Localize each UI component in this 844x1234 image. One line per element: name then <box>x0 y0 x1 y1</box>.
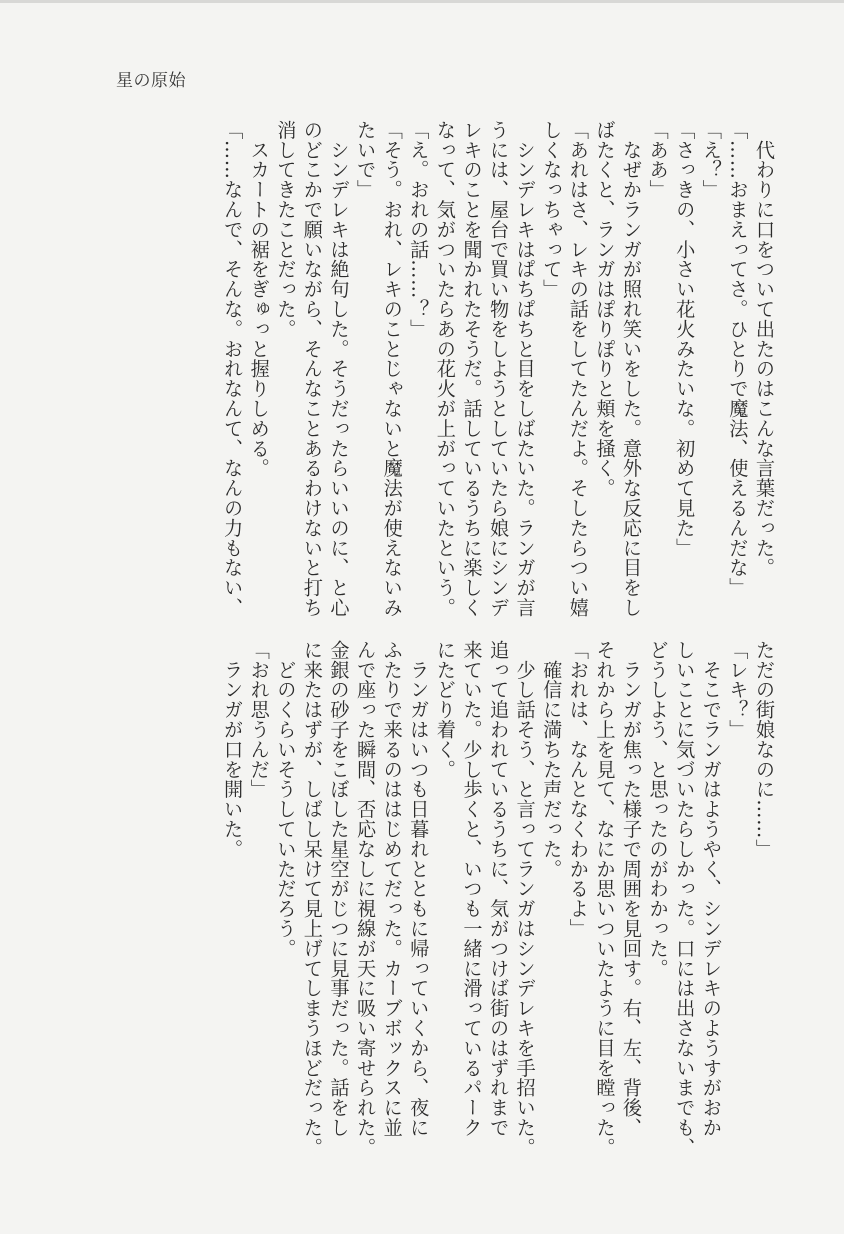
text-line: に来たはずが、しばし呆けて見上げてしまうほどだった。 <box>300 640 324 1158</box>
running-head: 星の原始 <box>116 71 186 91</box>
text-line: 「……なんで、そんな。おれなんて、なんの力もない、 <box>221 120 245 618</box>
text-line: そこでランガはようやく、シンデレキのようすがおか <box>699 640 723 1138</box>
text-line: ばたくと、ランガはぽりぽりと頬を掻く。 <box>593 120 617 499</box>
text-line: 「あれはさ、レキの話をしてたんだよ。そしたらつい嬉 <box>566 120 590 618</box>
text-line: なぜかランガが照れ笑いをした。意外な反応に目をし <box>620 120 644 618</box>
text-line: 金銀の砂子をこぼした星空がじつに見事だった。話をし <box>327 640 351 1138</box>
text-line: シンデレキは絶句した。そうだったらいいのに、と心 <box>327 120 351 618</box>
text-line: 「そう。おれ、レキのことじゃないと魔法が使えないみ <box>380 120 404 618</box>
text-line: レキのことを聞かれたそうだ。話しているうちに楽しく <box>460 120 484 618</box>
text-line: どうしよう、と思ったのがわかった。 <box>646 640 670 979</box>
text-line: 代わりに口をついて出たのはこんな言葉だった。 <box>753 120 776 578</box>
text-line: にたどり着く。 <box>433 640 457 780</box>
top-text-block <box>219 120 777 620</box>
text-line: 追って追われているうちに、気がつけば街のはずれまで <box>487 640 511 1138</box>
text-line: それから上を見て、なにか思いついたように目を瞠った。 <box>593 640 617 1158</box>
text-line: ランガが焦った様子で周囲を見回す。右、左、背後、 <box>620 640 644 1138</box>
text-line: のどこかで願いながら、そんなことあるわけないと打ち <box>300 120 324 618</box>
text-line: うには、屋台で買い物をしようとしていたら娘にシンデ <box>487 120 511 618</box>
text-line: 消してきたことだった。 <box>274 120 298 339</box>
text-line: 「え。おれの話……？」 <box>407 120 431 339</box>
text-line: シンデレキはぱちぱちと目をしばたいた。ランガが言 <box>513 120 537 618</box>
text-line: しくなっちゃって」 <box>540 120 564 300</box>
text-line: 「ああ」 <box>646 120 670 200</box>
text-line: ふたりで来るのははじめてだった。カーブボックスに並 <box>380 640 404 1138</box>
text-line: 「レキ？」 <box>726 640 750 740</box>
text-line: スカートの裾をぎゅっと握りしめる。 <box>247 120 271 479</box>
text-line: ただの街娘なのに……」 <box>753 640 776 859</box>
text-line: しいことに気づいたらしかった。口には出さないまでも、 <box>673 640 697 1158</box>
text-line: 「え？」 <box>699 120 723 200</box>
text-line: どのくらいそうしていただろう。 <box>274 640 298 959</box>
text-line: 確信に満ちた声だった。 <box>540 640 564 879</box>
text-line: 「おれは、なんとなくわかるよ」 <box>566 640 590 939</box>
bottom-text-block <box>219 640 777 1160</box>
text-line: ランガが口を開いた。 <box>221 640 245 859</box>
text-line: 「さっきの、小さい花火みたいな。初めて見た」 <box>673 120 697 558</box>
text-line: 来ていた。少し歩くと、いつも一緒に滑っているパーク <box>460 640 484 1138</box>
text-line: 「……おまえってさ。ひとりで魔法、使えるんだな」 <box>726 120 750 598</box>
text-line: なって、気がついたらあの花火が上がっていたという。 <box>433 120 457 618</box>
text-line: ランガはいつも日暮れとともに帰っていくから、夜に <box>407 640 431 1138</box>
text-line: 少し話そう、と言ってランガはシンデレキを手招いた。 <box>513 640 537 1158</box>
text-line: んで座った瞬間、否応なしに視線が天に吸い寄せられた。 <box>354 640 378 1158</box>
text-line: 「おれ思うんだ」 <box>247 640 271 800</box>
text-line: たいで」 <box>354 120 378 200</box>
